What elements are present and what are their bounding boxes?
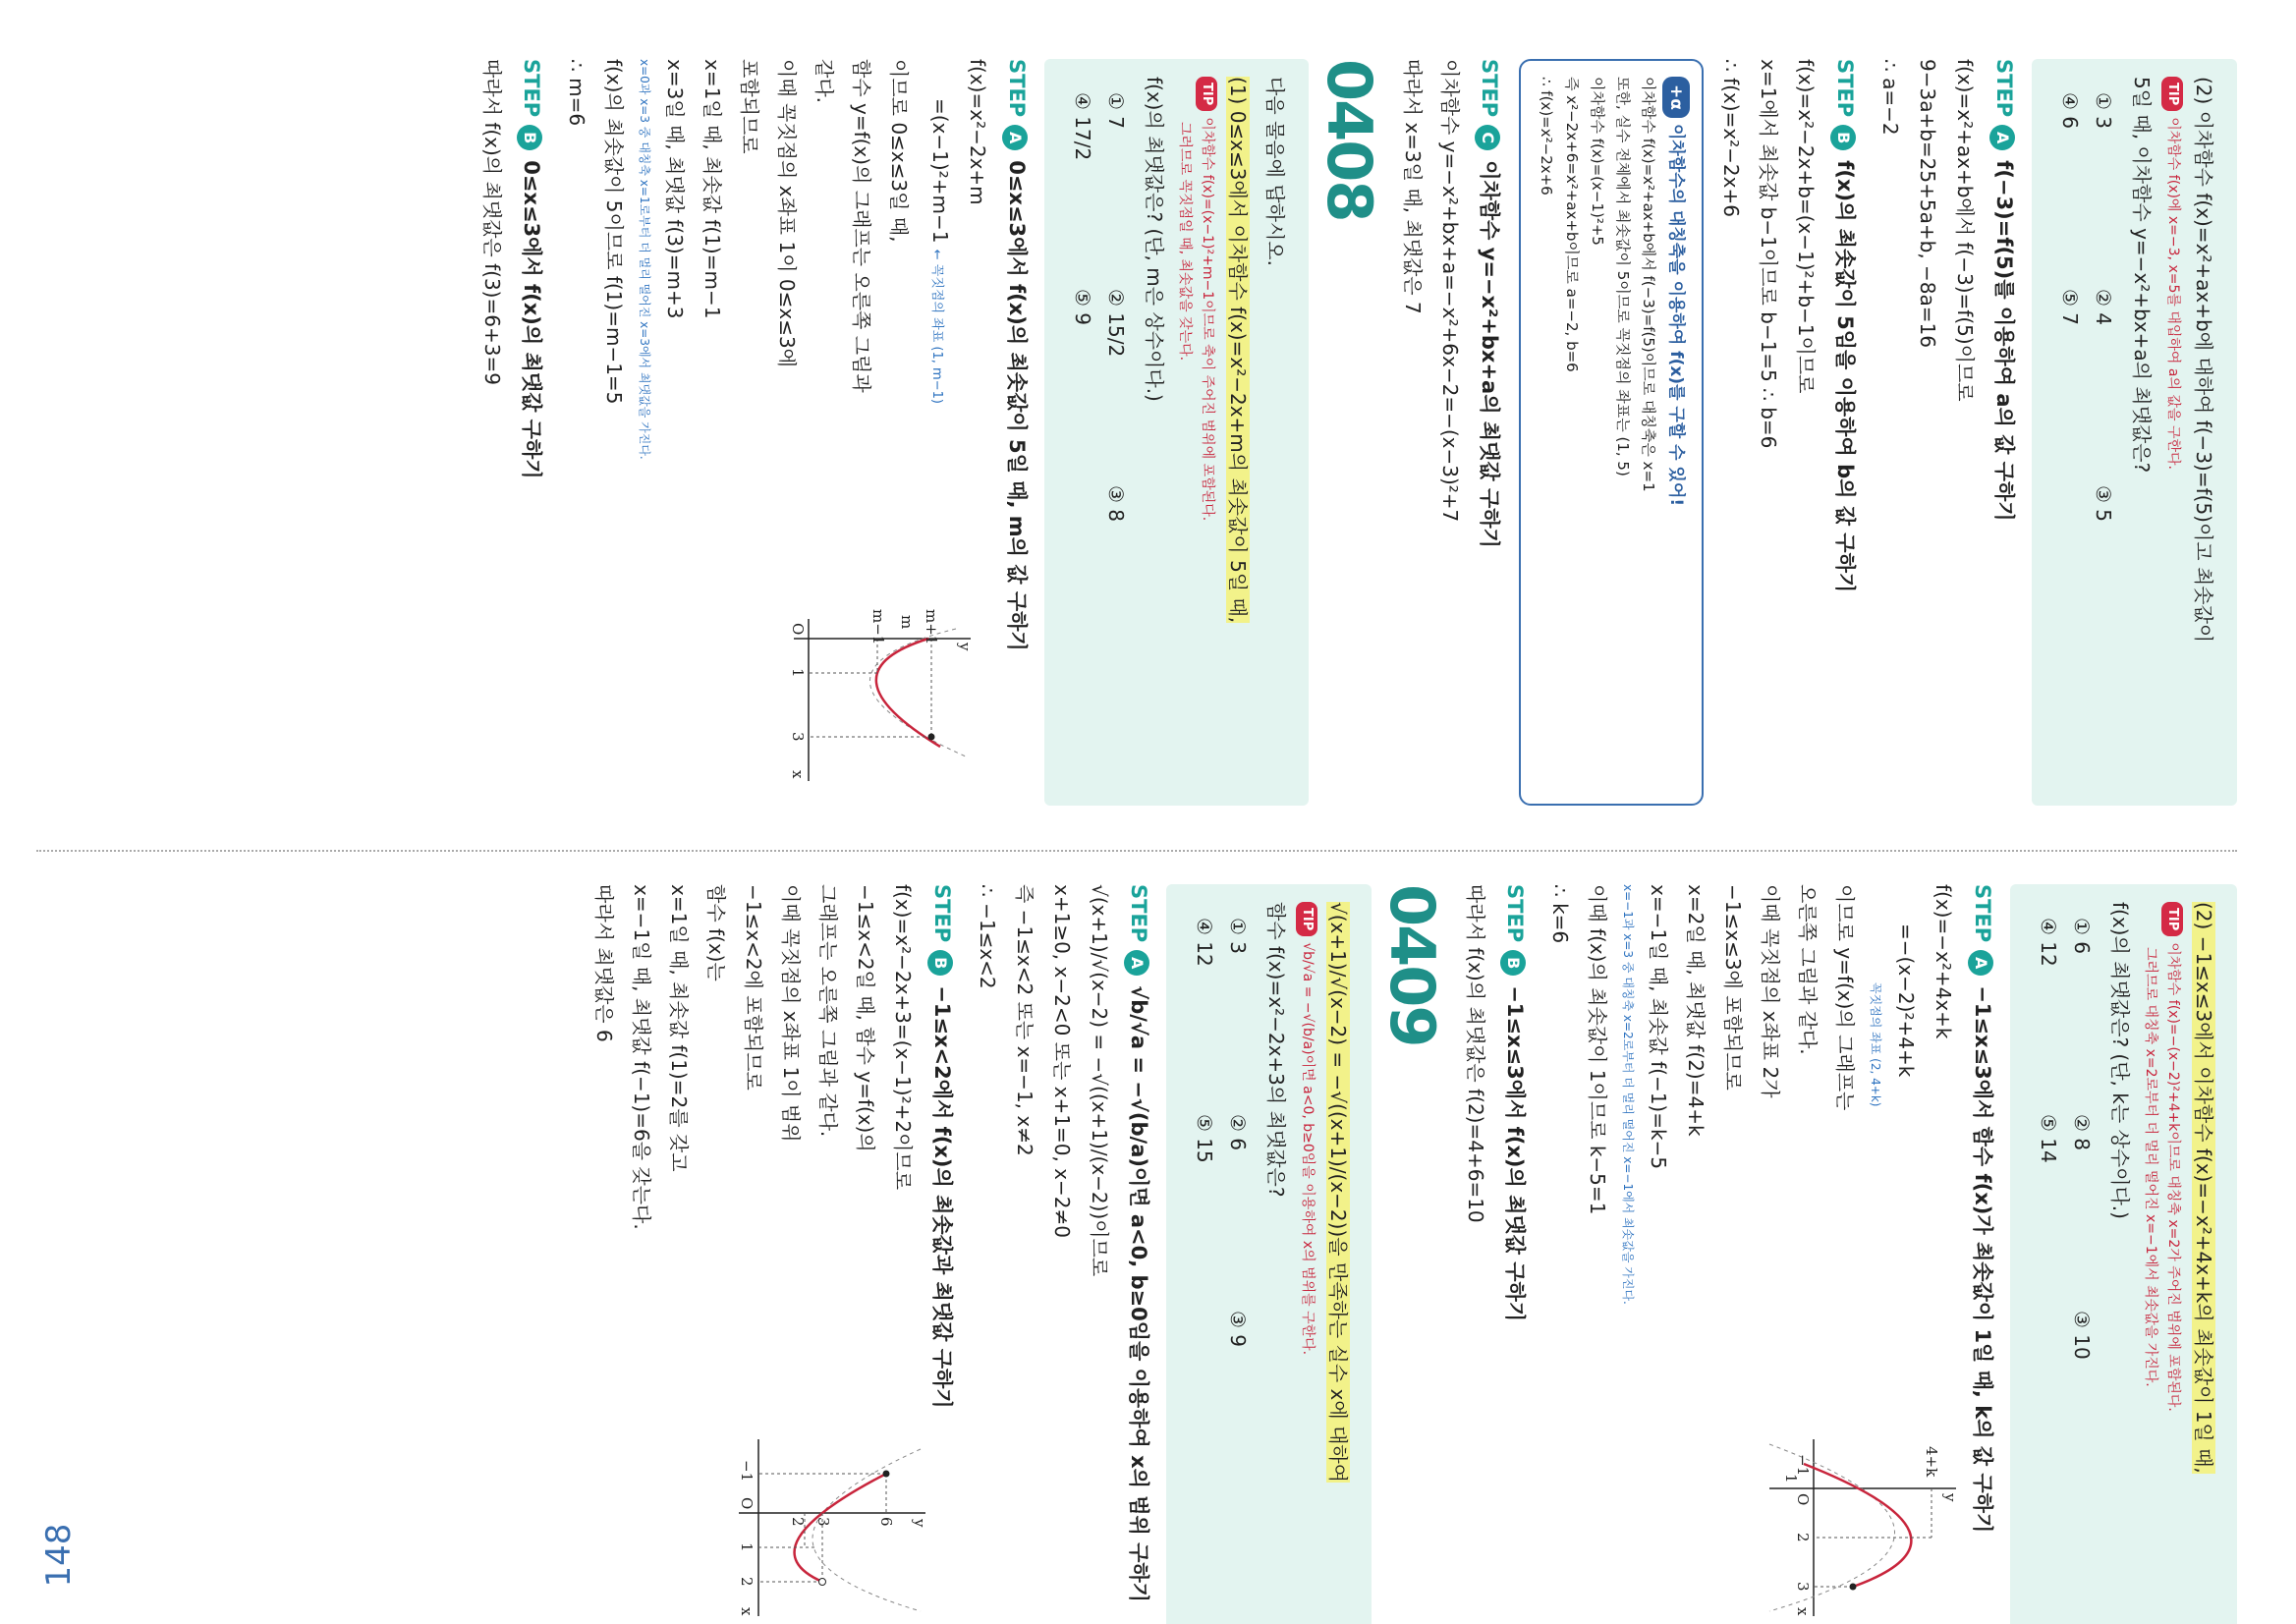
solution-line: 따라서 x=3일 때, 최댓값은 7 — [1401, 59, 1425, 314]
left-column — [473, 59, 2296, 806]
parabola-graph-3 — [730, 1434, 930, 1621]
solution-line: 9−3a+b=25+5a+b, −8a=16 — [1916, 59, 1939, 348]
origin-label: O — [738, 1497, 756, 1510]
solution-line: f(x)=x²−2x+b=(x−1)²+b−1이므로 — [1794, 59, 1818, 394]
solution-line: 오른쪽 그림과 같다. — [1796, 884, 1820, 1055]
label-m: m — [898, 615, 916, 630]
solution-line: f(x)의 최솟값이 5이므로 f(1)=m−1=5 — [602, 59, 626, 405]
option-2: ② 4 — [2092, 289, 2115, 326]
tick-3: 3 — [789, 732, 807, 742]
solution-line: 이때 꼭짓점의 x좌표 1이 0≤x≤3에 — [775, 59, 799, 367]
label-m-plus-1: m+1 — [923, 609, 940, 645]
plus-alpha-box — [1519, 59, 1704, 806]
solution-line: f(x)=x²−2x+3=(x−1)²+2이므로 — [891, 884, 915, 1191]
q2-tip: TIP이차함수 f(x)에 x=−3, x=5를 대입하여 a의 값을 구한다. — [2161, 77, 2184, 788]
solution-line: f(x)=−x²+4x+k — [1932, 884, 1955, 1039]
label-m-minus-1: m−1 — [869, 609, 887, 645]
solution-line: ∴ k=6 — [1548, 884, 1572, 944]
solution-line: 포함되므로 — [738, 59, 761, 154]
option-4: ④ 12 — [1193, 918, 1216, 967]
option-2: ② 8 — [2070, 1114, 2094, 1151]
option-3: ③ 5 — [2092, 485, 2115, 523]
solution-line: x=−1일 때, 최솟값 f(−1)=k−5 — [1647, 884, 1670, 1170]
solution-line: =(x−1)²+m−1 ← 꼭짓점의 좌표 (1, m−1) — [928, 98, 952, 404]
problem-tip: TIP이차함수 f(x)=(x−1)²+m−1이므로 축이 주어진 범위에 포함된다. — [1196, 77, 1218, 788]
problem-intro: 다음 물음에 답하시오. — [1263, 77, 1287, 266]
q2-intro: (2) 이차함수 f(x)=x²+ax+b에 대하여 f(−3)=f(5)이고 최솟값이 — [2192, 77, 2215, 644]
option-2: ② 6 — [1226, 1114, 1250, 1151]
option-1: ① 6 — [2070, 918, 2094, 955]
option-4: ④ 6 — [2058, 92, 2082, 130]
solution-line: x=1일 때, 최솟값 f(1)=2를 갖고 — [667, 884, 691, 1172]
problem-q1b: f(x)의 최댓값은? (단, m은 상수이다.) — [1143, 77, 1166, 402]
label-1: 1 — [1782, 1474, 1800, 1484]
solution-note: 꼭짓점의 좌표 (2, 4+k) — [1869, 982, 1882, 1107]
solution-line: 같다. — [812, 59, 836, 103]
problem-number-0408: 0408 — [1314, 59, 1385, 221]
solution-line: 그래프는 오른쪽 그림과 같다. — [816, 884, 840, 1138]
solution-line: ∴ −1≤x<2 — [976, 884, 999, 989]
step-b-heading: STEPB−1≤x<2에서 f(x)의 최솟값과 최댓값 구하기 — [923, 884, 962, 1624]
problem-number-0409: 0409 — [1376, 884, 1448, 1046]
tick-minus-1: −1 — [1794, 1454, 1812, 1477]
label-3: 3 — [814, 1517, 832, 1527]
solution-line: 이차함수 y=−x²+bx+a=−x²+6x−2=−(x−3)²+7 — [1438, 59, 1462, 523]
step-b-body — [587, 884, 928, 1624]
solution-line: 함수 y=f(x)의 그래프는 오른쪽 그림과 — [850, 59, 873, 393]
problem-question: √(x+1)/√(x−2) = −√((x+1)/(x−2))을 만족하는 실수 x에 대하여 — [1326, 902, 1350, 1484]
step-a-heading: STEPA√b/√a = −√(b/a)이면 a<0, b≥0임을 이용하여 x의 범위 구하기 — [1119, 884, 1158, 1624]
problem-0408 — [1044, 59, 1309, 806]
solution-line: 이때 꼭짓점의 x좌표 1이 범위 — [779, 884, 803, 1143]
problem-tip-2: 그러므로 꼭짓점일 때, 최솟값을 갖는다. — [1177, 122, 1193, 362]
step-a-body — [1542, 884, 1961, 1624]
q2-options — [2032, 918, 2099, 1613]
solution-line: 함수 f(x)는 — [704, 884, 728, 981]
step-c-heading: STEPC이차함수 y=−x²+bx+a의 최댓값 구하기 — [1470, 59, 1509, 806]
solution-line: 즉 −1≤x<2 또는 x=−1, x≠2 — [1013, 884, 1036, 1156]
q2-options — [2053, 92, 2120, 788]
box-line: 또한, 실수 전체에서 최솟값이 5이므로 꼭짓점의 좌표는 (1, 5) — [1614, 77, 1632, 476]
solution-line: √(x+1)/√(x−2) = −√((x+1)/(x−2))이므로 — [1088, 884, 1111, 1277]
step-a-heading: STEPA−1≤x≤3에서 함수 f(x)가 최솟값이 1일 때, k의 값 구하기 — [1963, 884, 2002, 1624]
page-number: 148 — [39, 1523, 79, 1588]
parabola-graph-1 — [785, 609, 976, 786]
step-b-heading: STEPBf(x)의 최솟값이 5임을 이용하여 b의 값 구하기 — [1825, 59, 1865, 806]
step-b-heading: STEPB0≤x≤3에서 f(x)의 최댓값 구하기 — [512, 59, 551, 806]
option-1: ① 7 — [1104, 92, 1128, 130]
right-column — [585, 884, 2296, 1624]
solution-line: 이므로 y=f(x)의 그래프는 — [1833, 884, 1857, 1111]
q2-line2: f(x)의 최댓값은? (단, k는 상수이다.) — [2108, 902, 2132, 1219]
option-5: ⑤ 7 — [2058, 289, 2082, 326]
origin-label: O — [789, 623, 807, 636]
solution-line: 따라서 최댓값은 6 — [592, 884, 616, 1042]
solution-line: x=1일 때, 최솟값 f(1)=m−1 — [700, 59, 724, 319]
q2-intro: (2) −1≤x≤3에서 이차함수 f(x)=−x²+4x+k의 최솟값이 1일 때, — [2192, 902, 2215, 1474]
solution-line: 따라서 f(x)의 최댓값은 f(2)=4+6=10 — [1464, 884, 1487, 1223]
option-1: ① 3 — [2092, 92, 2115, 130]
solution-line: ∴ a=−2 — [1878, 59, 1902, 136]
solution-line: x=3일 때, 최댓값 f(3)=m+3 — [663, 59, 687, 319]
tick-2: 2 — [1794, 1533, 1812, 1542]
problem-0407-q2 — [2032, 59, 2237, 806]
solution-note: x=−1과 x=3 중 대칭축 x=2로부터 더 멀리 떨어진 x=−1에서 최솟값을 가진다. — [1621, 884, 1635, 1305]
q2-tip-2: 그러므로 대칭축 x=2로부터 더 멀리 떨어진 x=−1에서 최솟값을 가진다. — [2143, 947, 2158, 1387]
option-3: ③ 8 — [1104, 485, 1128, 523]
box-line: 이차함수 f(x)=x²+ax+b에서 f(−3)=f(5)이므로 대칭축은 x=1 — [1640, 77, 1657, 492]
problem-options — [1188, 918, 1255, 1613]
problem-0408-q2 — [2010, 884, 2237, 1624]
q2-line2: 5일 때, 이차함수 y=−x²+bx+a의 최댓값은? — [2130, 77, 2154, 474]
label-2: 2 — [789, 1517, 807, 1527]
box-title: +α이차함수의 대칭축을 이용하여 f(x)를 구할 수 있어! — [1662, 77, 1690, 788]
option-5: ⑤ 9 — [1071, 289, 1094, 326]
y-axis-label: y — [956, 643, 974, 651]
solution-note: x=0과 x=3 중 대칭축 x=1로부터 더 멀리 떨어진 x=3에서 최댓값을 가진다. — [638, 59, 651, 460]
parabola-graph-2 — [1761, 1434, 1961, 1621]
problem-options — [1066, 92, 1133, 788]
box-line: 이차함수 f(x)=(x−1)²+5 — [1589, 77, 1606, 246]
solution-line: 이때 꼭짓점의 x좌표 2가 — [1759, 884, 1782, 1098]
step-a-heading: STEPA0≤x≤3에서 f(x)의 최솟값이 5일 때, m의 값 구하기 — [997, 59, 1036, 806]
option-4: ④ 12 — [2037, 918, 2060, 967]
step-b-heading: STEPB−1≤x≤3에서 f(x)의 최댓값 구하기 — [1495, 884, 1535, 1624]
option-5: ⑤ 15 — [1193, 1114, 1216, 1163]
option-3: ③ 10 — [2070, 1311, 2094, 1360]
column-divider — [36, 850, 2237, 852]
y-axis-label: y — [1941, 1493, 1959, 1502]
tick-2: 2 — [738, 1577, 756, 1587]
solution-line: −1≤x≤3에 포함되므로 — [1721, 884, 1745, 1091]
step-a-heading: STEPAf(−3)=f(5)를 이용하여 a의 값 구하기 — [1985, 59, 2024, 806]
tick-1: 1 — [738, 1542, 756, 1552]
solution-line: ∴ f(x)=x²−2x+6 — [1719, 59, 1743, 217]
problem-question-2: 함수 f(x)=x²−2x+3의 최댓값은? — [1264, 902, 1288, 1198]
option-2: ② 15/2 — [1104, 289, 1128, 358]
x-axis-label: x — [789, 770, 807, 779]
solution-line: 이때 f(x)의 최솟값이 1이므로 k−5=1 — [1586, 884, 1609, 1215]
x-axis-label: x — [1794, 1607, 1812, 1616]
label-6: 6 — [877, 1517, 895, 1527]
problem-0409 — [1166, 884, 1372, 1624]
q2-tip: TIP이차함수 f(x)=−(x−2)²+4+k이므로 대칭축 x=2가 주어진 범위에 포함된다. — [2161, 902, 2184, 1613]
box-line: 즉 x²−2x+6=x²+ax+b이므로 a=−2, b=6 — [1563, 77, 1581, 372]
solution-line: ∴ m=6 — [565, 59, 588, 127]
solution-line: −1≤x<2일 때, 함수 y=f(x)의 — [854, 884, 877, 1152]
label-4-plus-k: 4+k — [1923, 1446, 1940, 1478]
solution-line: x=2일 때, 최댓값 f(2)=4+k — [1684, 884, 1708, 1137]
solution-line: =−(x−2)²+4+k — [1894, 924, 1918, 1078]
solution-line: x+1≥0, x−2<0 또는 x+1=0, x−2≠0 — [1050, 884, 1074, 1238]
solution-line: x=1에서 최솟값 b−1이므로 b−1=5 ∴ b=6 — [1757, 59, 1780, 449]
option-1: ① 3 — [1226, 918, 1250, 955]
x-axis-label: x — [738, 1607, 756, 1616]
step-a-body — [559, 59, 995, 806]
solution-line: x=−1일 때, 최댓값 f(−1)=6을 갖는다. — [630, 884, 653, 1230]
tick-3: 3 — [1794, 1582, 1812, 1592]
solution-line: f(x)=x²+ax+b에서 f(−3)=f(5)이므로 — [1953, 59, 1977, 402]
solution-line: 따라서 f(x)의 최댓값은 f(3)=6+3=9 — [480, 59, 504, 385]
y-axis-label: y — [911, 1519, 928, 1528]
problem-tip: TIP√b/√a = −√(b/a)이면 a<0, b≥0임을 이용하여 x의 범위를 구한다. — [1296, 902, 1318, 1613]
tick-1: 1 — [789, 668, 807, 678]
problem-q1: (1) 0≤x≤3에서 이차함수 f(x)=x²−2x+m의 최솟값이 5일 때, — [1226, 77, 1250, 624]
solution-line: f(x)=x²−2x+m — [966, 59, 989, 205]
solution-line: 이므로 0≤x≤3일 때, — [887, 59, 911, 243]
option-3: ③ 9 — [1226, 1311, 1250, 1348]
box-line: ∴ f(x)=x²−2x+6 — [1538, 77, 1555, 196]
tick-minus-1: −1 — [738, 1460, 756, 1483]
origin-label: O — [1794, 1493, 1812, 1506]
solution-line: −1≤x<2에 포함되므로 — [742, 884, 765, 1091]
option-5: ⑤ 14 — [2037, 1114, 2060, 1163]
option-4: ④ 17/2 — [1071, 92, 1094, 161]
